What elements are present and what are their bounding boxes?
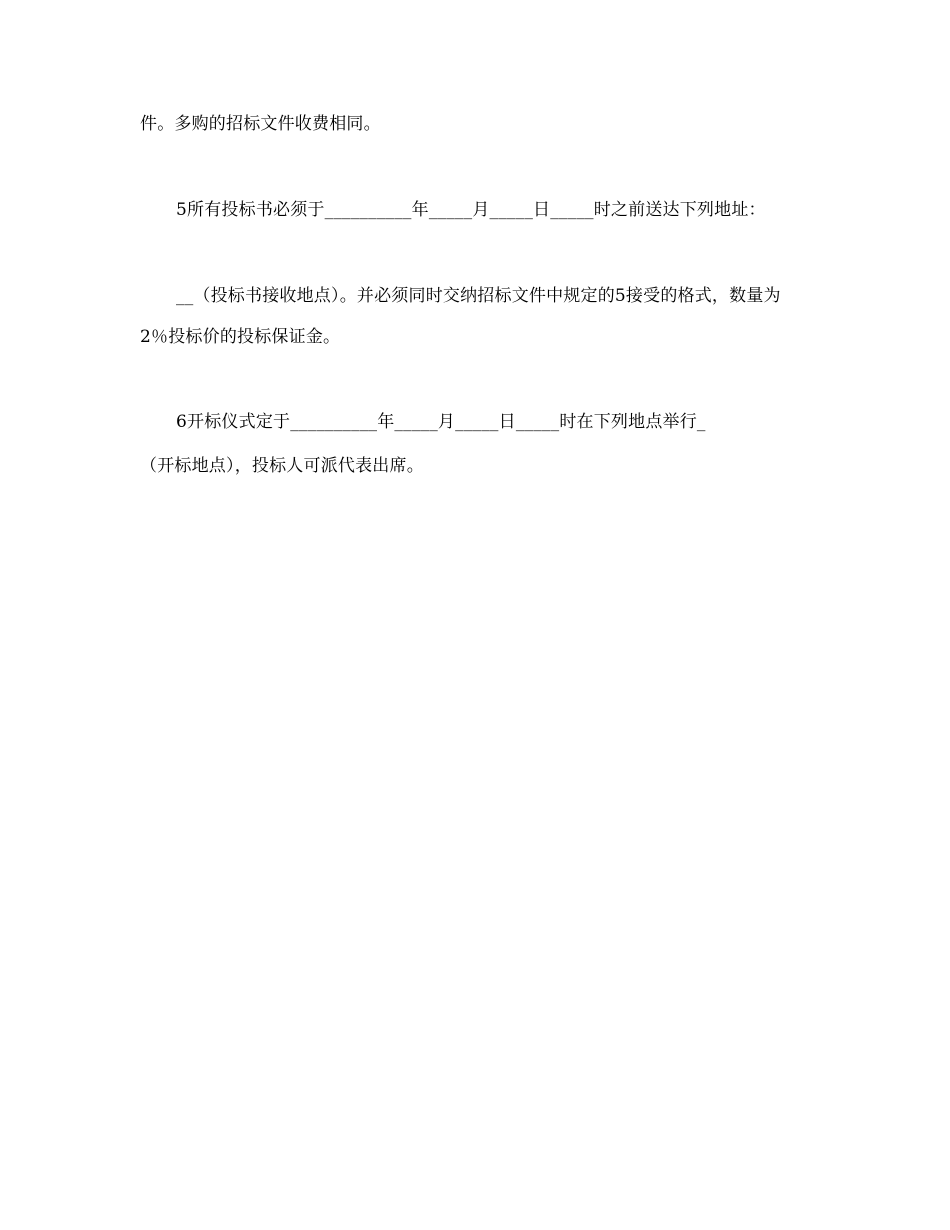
paragraph-line-1: 件。多购的招标文件收费相同。 bbox=[140, 114, 381, 134]
paragraph-5-line-3: 2％投标价的投标保证金。 bbox=[140, 327, 341, 347]
paragraph-6-line-2: （开标地点），投标人可派代表出席。 bbox=[140, 456, 424, 476]
paragraph-6-line-1: 6开标仪式定于__________年_____月_____日_____时在下列地点举行_ bbox=[176, 412, 706, 432]
paragraph-5-line-2: __（投标书接收地点）。并必须同时交纳招标文件中规定的5接受的格式，数量为 bbox=[176, 286, 781, 306]
paragraph-5-line-1: 5所有投标书必须于__________年_____月_____日_____时之前送达下列地址： bbox=[176, 200, 766, 220]
